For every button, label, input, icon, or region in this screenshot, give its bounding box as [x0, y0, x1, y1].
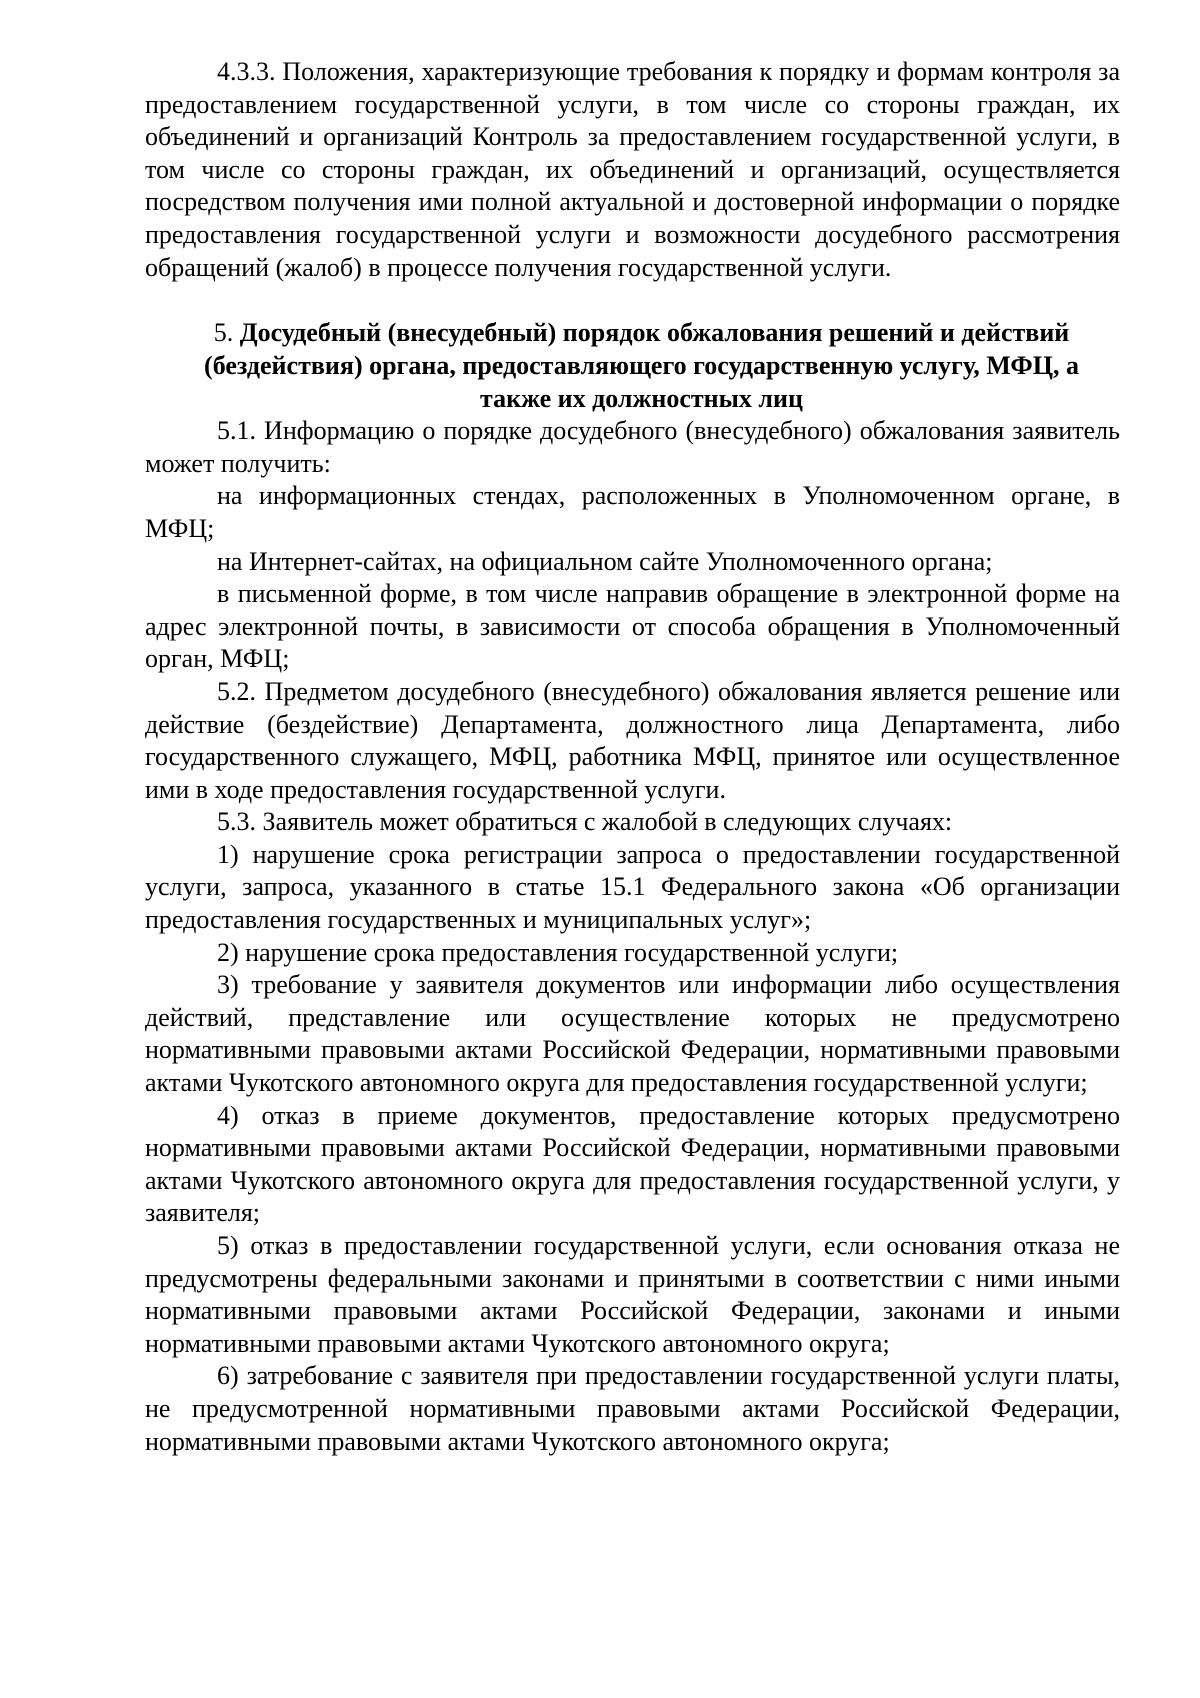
paragraph-5-1: 5.1. Информацию о порядке досудебного (внесудебного) обжалования заявитель может получить:: [145, 416, 1120, 478]
list-item-5: 5) отказ в предоставлении государственной услуги, если основания отказа не предусмотрены федеральными законами и принятыми в соответствии с ними иными нормативными правовыми актами Российской Федерации, законами и иными нормативными правовыми актами Чукотского автономного округа;: [145, 1231, 1120, 1358]
document-page: [145, 56, 1120, 1458]
list-item-4: 4) отказ в приеме документов, предоставление которых предусмотрено нормативными правовыми актами Российской Федерации, нормативными правовыми актами Чукотского автономного округа для предоставления государственной услуги, у заявителя;: [145, 1100, 1120, 1228]
paragraph-4-3-3: 4.3.3. Положения, характеризующие требования к порядку и формам контроля за предоставлением государственной услуги, в том числе со стороны граждан, их объединений и организаций Контроль за предоставлением государственной услуги, в том числе со стороны граждан, их объединений и организаций, осуществляется посредством получения ими полной актуальной и достоверной информации о порядке предоставления государственной услуги и возможности досудебного рассмотрения обращений (жалоб) в процессе получения государственной услуги.: [145, 57, 1120, 282]
list-item-3: 3) требование у заявителя документов или информации либо осуществления действий, представление или осуществление которых не предусмотрено нормативными правовыми актами Российской Федерации, нормативными правовыми актами Чукотского автономного округа для предоставления государственной услуги;: [145, 970, 1120, 1098]
list-item-2: 2) нарушение срока предоставления государственной услуги;: [217, 937, 899, 967]
paragraph-5-1-written: в письменной форме, в том числе направив обращение в электронной форме на адрес электронной почты, в зависимости от способа обращения в Уполномоченный орган, МФЦ;: [145, 579, 1120, 674]
section-5-number: 5.: [213, 318, 234, 348]
list-item-1: 1) нарушение срока регистрации запроса о предоставлении государственной услуги, запроса, указанного в статье 15.1 Федерального закона «Об организации предоставления государственных и муниципальных услуг»;: [145, 839, 1120, 935]
paragraph-5-3: 5.3. Заявитель может обратиться с жалобой в следующих случаях:: [217, 807, 953, 837]
paragraph-5-1-stands: на информационных стендах, расположенных в Уполномоченном органе, в МФЦ;: [145, 481, 1120, 543]
paragraph-5-2: 5.2. Предметом досудебного (внесудебного) обжалования является решение или действие (бездействие) Департамента, должностного лица Департамента, либо государственного служащего, МФЦ, работника МФЦ, принятое или осуществленное ими в ходе предоставления государственной услуги.: [145, 676, 1120, 804]
list-item-6: 6) затребование с заявителя при предоставлении государственной услуги платы, не предусмотренной нормативными правовыми актами Российской Федерации, нормативными правовыми актами Чукотского автономного округа;: [145, 1361, 1120, 1456]
section-5-title: Досудебный (внесудебный) порядок обжалования решений и действий (бездействия) органа, предоставляющего государственную услугу, МФЦ, а также их должностных лиц: [204, 318, 1079, 414]
section-5-heading: [145, 316, 1120, 415]
paragraph-5-1-websites: на Интернет-сайтах, на официальном сайте Уполномоченного органа;: [217, 546, 993, 576]
